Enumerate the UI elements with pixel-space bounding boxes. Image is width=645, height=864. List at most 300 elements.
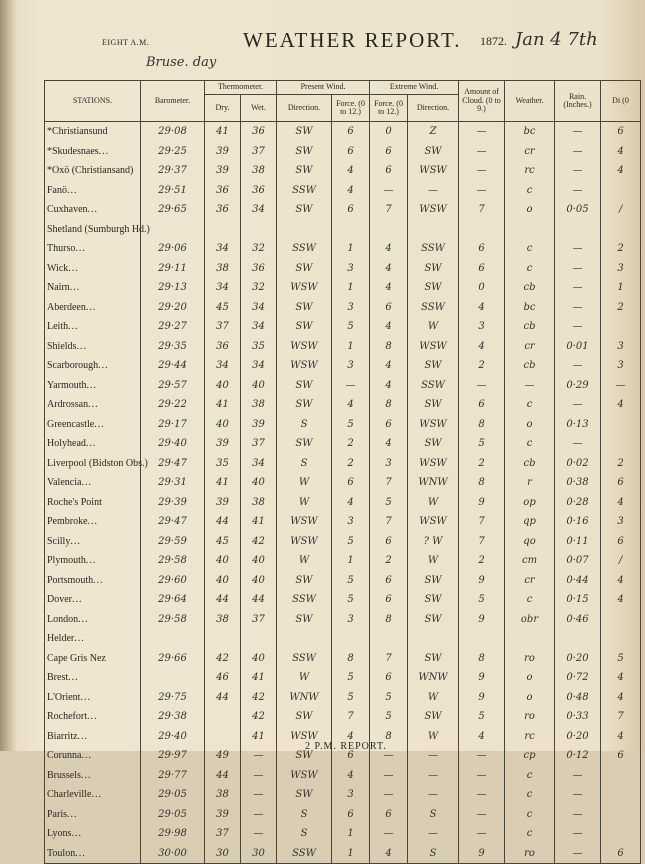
cloud-cell: — [459, 122, 505, 142]
baro-cell: 29·13 [141, 278, 205, 298]
leader-dots: ... [78, 613, 89, 625]
table-row [45, 239, 641, 259]
station-name: Corunna [47, 750, 82, 762]
table-row [45, 766, 641, 786]
xforce-cell: 6 [370, 161, 408, 181]
dir-cell: W [277, 551, 332, 571]
force-cell: 5 [332, 532, 370, 552]
cloud-cell: 9 [459, 493, 505, 513]
weather-cell: o [505, 200, 555, 220]
leader-dots: ... [68, 321, 79, 333]
weather-cell: qp [505, 512, 555, 532]
xdir-cell: — [408, 746, 459, 766]
table-row [45, 649, 641, 669]
wet-cell: 42 [241, 532, 277, 552]
wet-cell: 34 [241, 298, 277, 318]
xforce-cell: 6 [370, 142, 408, 162]
rain-cell: 0·72 [555, 668, 601, 688]
table-row [45, 298, 641, 318]
dir-cell: S [277, 415, 332, 435]
rain-cell: — [555, 824, 601, 844]
extra-cell: 1 [601, 278, 641, 298]
dir-cell: SW [277, 610, 332, 630]
rain-cell: — [555, 844, 601, 864]
baro-cell: 29·25 [141, 142, 205, 162]
wet-cell: 40 [241, 649, 277, 669]
force-cell: 1 [332, 551, 370, 571]
leader-dots: ... [87, 711, 98, 723]
dry-cell: 39 [205, 493, 241, 513]
cloud-cell: 4 [459, 298, 505, 318]
station-cell [45, 200, 141, 220]
cloud-cell: — [459, 181, 505, 201]
extra-cell: 2 [601, 239, 641, 259]
leader-dots: ... [75, 847, 86, 859]
baro-cell: 29·38 [141, 707, 205, 727]
station-name: Brest [47, 672, 69, 684]
leader-dots: ... [88, 399, 99, 411]
xdir-cell: WNW [408, 473, 459, 493]
dir-cell: W [277, 493, 332, 513]
cloud-cell: — [459, 142, 505, 162]
xforce-cell: 8 [370, 337, 408, 357]
rain-cell: — [555, 142, 601, 162]
force-cell: 2 [332, 434, 370, 454]
xdir-cell [408, 629, 459, 649]
weather-cell: r [505, 473, 555, 493]
force-cell: 1 [332, 239, 370, 259]
leader-dots: ... [98, 360, 109, 372]
station-cell [45, 727, 141, 747]
baro-cell: 29·57 [141, 376, 205, 396]
header-extreme-direction: Direction. [408, 95, 459, 122]
weather-cell: cr [505, 142, 555, 162]
extra-cell: 4 [601, 571, 641, 591]
wet-cell: 42 [241, 688, 277, 708]
table-row [45, 356, 641, 376]
xforce-cell: 4 [370, 317, 408, 337]
station-name: *Oxö (Christiansand) [47, 165, 134, 177]
cloud-cell: 9 [459, 571, 505, 591]
force-cell: 2 [332, 454, 370, 474]
dry-cell [205, 727, 241, 747]
header-direction: Direction. [277, 95, 332, 122]
table-row [45, 824, 641, 844]
extra-cell: / [601, 200, 641, 220]
wet-cell: 32 [241, 278, 277, 298]
extra-cell: 6 [601, 532, 641, 552]
station-cell [45, 649, 141, 669]
header-force: Force. (0 to 12.) [332, 95, 370, 122]
dir-cell: SW [277, 298, 332, 318]
xforce-cell: 4 [370, 278, 408, 298]
dry-cell: 40 [205, 415, 241, 435]
rain-cell: 0·20 [555, 727, 601, 747]
station-name: Brussels [47, 769, 81, 781]
table-body [45, 122, 641, 864]
force-cell [332, 220, 370, 240]
baro-cell: 29·08 [141, 122, 205, 142]
leader-dots: ... [81, 477, 92, 489]
baro-cell: 29·66 [141, 649, 205, 669]
extra-cell: 6 [601, 122, 641, 142]
force-cell: 8 [332, 649, 370, 669]
dry-cell: 39 [205, 142, 241, 162]
station-name: Pembroke [47, 516, 88, 528]
station-name: Rochefort [47, 711, 87, 723]
rain-cell: — [555, 122, 601, 142]
station-name: Shields [47, 340, 77, 352]
force-cell: 6 [332, 142, 370, 162]
rain-cell: 0·33 [555, 707, 601, 727]
xdir-cell: SSW [408, 239, 459, 259]
rain-cell: — [555, 298, 601, 318]
force-cell: 5 [332, 688, 370, 708]
force-cell: 5 [332, 415, 370, 435]
dry-cell: 35 [205, 454, 241, 474]
force-cell: 3 [332, 785, 370, 805]
dry-cell [205, 629, 241, 649]
wet-cell: 37 [241, 434, 277, 454]
table-row [45, 707, 641, 727]
wet-cell: 34 [241, 356, 277, 376]
weather-cell: cb [505, 356, 555, 376]
xdir-cell: S [408, 805, 459, 825]
station-name: Scilly [47, 535, 71, 547]
dir-cell: SW [277, 395, 332, 415]
extra-cell: 3 [601, 512, 641, 532]
leader-dots: ... [77, 730, 89, 742]
dry-cell: 39 [205, 805, 241, 825]
xforce-cell: 2 [370, 551, 408, 571]
force-cell: 1 [332, 844, 370, 864]
weather-cell: c [505, 590, 555, 610]
station-cell [45, 259, 141, 279]
xforce-cell: — [370, 181, 408, 201]
force-cell [332, 629, 370, 649]
weather-cell: cr [505, 571, 555, 591]
weather-cell: rc [505, 161, 555, 181]
leader-dots: ... [68, 262, 79, 274]
baro-cell: 29·11 [141, 259, 205, 279]
station-cell [45, 376, 141, 396]
xdir-cell: SW [408, 590, 459, 610]
station-cell [45, 707, 141, 727]
dir-cell: SW [277, 200, 332, 220]
extra-cell: 4 [601, 142, 641, 162]
wet-cell: 41 [241, 668, 277, 688]
weather-cell: o [505, 415, 555, 435]
wet-cell: 34 [241, 200, 277, 220]
extra-cell: 6 [601, 844, 641, 864]
station-cell [45, 590, 141, 610]
weather-cell [505, 629, 555, 649]
leader-dots: ... [80, 769, 92, 781]
leader-dots: ... [71, 828, 82, 840]
station-name: Scarborough [47, 360, 99, 372]
station-name: Greencastle [47, 418, 95, 430]
cloud-cell [459, 220, 505, 240]
cloud-cell: 7 [459, 200, 505, 220]
force-cell: 5 [332, 317, 370, 337]
table-row [45, 805, 641, 825]
extra-cell: 3 [601, 259, 641, 279]
station-cell [45, 512, 141, 532]
table-row [45, 142, 641, 162]
station-name: Shetland (Sumburgh Hd.) [47, 223, 150, 235]
dir-cell [277, 220, 332, 240]
baro-cell: 29·35 [141, 337, 205, 357]
cloud-cell: 7 [459, 532, 505, 552]
dir-cell: S [277, 824, 332, 844]
table-row [45, 551, 641, 571]
baro-cell: 29·20 [141, 298, 205, 318]
xforce-cell: 7 [370, 473, 408, 493]
cloud-cell: 6 [459, 259, 505, 279]
xforce-cell: 6 [370, 571, 408, 591]
rain-cell: 0·12 [555, 746, 601, 766]
dry-cell: 30 [205, 844, 241, 864]
xdir-cell: ? W [408, 532, 459, 552]
cloud-cell: — [459, 766, 505, 786]
dry-cell: 41 [205, 473, 241, 493]
baro-cell: 29·97 [141, 746, 205, 766]
cloud-cell: 4 [459, 727, 505, 747]
baro-cell: 29·27 [141, 317, 205, 337]
baro-cell: 29·65 [141, 200, 205, 220]
station-cell [45, 337, 141, 357]
dry-cell: 37 [205, 317, 241, 337]
wet-cell: 32 [241, 239, 277, 259]
xforce-cell: 7 [370, 649, 408, 669]
station-name: London [47, 613, 79, 625]
weather-cell: bc [505, 298, 555, 318]
station-name: Aberdeen [47, 301, 86, 313]
xdir-cell: WSW [408, 200, 459, 220]
extra-cell [601, 785, 641, 805]
leader-dots: ... [98, 145, 110, 157]
leader-dots: ... [70, 535, 81, 547]
wet-cell: 34 [241, 317, 277, 337]
dir-cell: SW [277, 142, 332, 162]
cloud-cell: 8 [459, 473, 505, 493]
table-row [45, 629, 641, 649]
station-name: *Skudesnaes [47, 145, 99, 157]
baro-cell: 29·51 [141, 181, 205, 201]
xdir-cell: W [408, 317, 459, 337]
rain-cell [555, 629, 601, 649]
extra-cell [601, 415, 641, 435]
wet-cell [241, 220, 277, 240]
xforce-cell: — [370, 766, 408, 786]
force-cell: 4 [332, 395, 370, 415]
station-name: Fanö [47, 184, 67, 196]
baro-cell: 29·05 [141, 785, 205, 805]
xforce-cell: 4 [370, 844, 408, 864]
station-name: Holyhead [47, 438, 86, 450]
rain-cell: — [555, 181, 601, 201]
dry-cell: 44 [205, 512, 241, 532]
weather-cell: op [505, 493, 555, 513]
leader-dots: ... [68, 672, 79, 684]
dry-cell: 37 [205, 824, 241, 844]
baro-cell: 29·58 [141, 551, 205, 571]
extra-cell: 4 [601, 688, 641, 708]
station-cell [45, 551, 141, 571]
cloud-cell [459, 629, 505, 649]
station-cell [45, 844, 141, 864]
dry-cell: 36 [205, 200, 241, 220]
table-row [45, 200, 641, 220]
dry-cell: 34 [205, 356, 241, 376]
wet-cell: 42 [241, 707, 277, 727]
station-cell [45, 746, 141, 766]
station-name: Lyons [47, 828, 72, 840]
rain-cell: — [555, 395, 601, 415]
extra-cell [601, 434, 641, 454]
rain-cell: 0·13 [555, 415, 601, 435]
station-name: Dover [47, 594, 72, 606]
leader-dots: ... [94, 418, 105, 430]
xforce-cell: 8 [370, 610, 408, 630]
wet-cell: 38 [241, 493, 277, 513]
xforce-cell: 7 [370, 200, 408, 220]
baro-cell: 29·31 [141, 473, 205, 493]
handwritten-weather-note: Bruse. day [146, 55, 217, 70]
cloud-cell: 9 [459, 844, 505, 864]
extra-cell [601, 629, 641, 649]
force-cell: 3 [332, 259, 370, 279]
table-row [45, 512, 641, 532]
cloud-cell: 9 [459, 688, 505, 708]
rain-cell: 0·05 [555, 200, 601, 220]
xdir-cell: WSW [408, 454, 459, 474]
station-name: Toulon [47, 847, 76, 859]
weather-cell: o [505, 688, 555, 708]
rain-cell: — [555, 785, 601, 805]
force-cell: 3 [332, 512, 370, 532]
dry-cell: 36 [205, 337, 241, 357]
station-cell [45, 181, 141, 201]
extra-cell [601, 824, 641, 844]
dir-cell: SSW [277, 844, 332, 864]
xforce-cell: — [370, 746, 408, 766]
rain-cell: 0·20 [555, 649, 601, 669]
wet-cell: 40 [241, 376, 277, 396]
station-cell [45, 493, 141, 513]
leader-dots: ... [91, 789, 102, 801]
station-cell [45, 278, 141, 298]
dry-cell: 40 [205, 551, 241, 571]
wet-cell: — [241, 824, 277, 844]
rain-cell: — [555, 278, 601, 298]
extra-cell: — [601, 376, 641, 396]
next-section-heading: 2 P.M. REPORT. [305, 741, 387, 752]
weather-cell: ro [505, 649, 555, 669]
extra-cell [601, 181, 641, 201]
baro-cell: 29·47 [141, 512, 205, 532]
dir-cell: S [277, 454, 332, 474]
header-rain: Rain. (Inches.) [555, 81, 601, 122]
weather-cell: c [505, 395, 555, 415]
wet-cell: — [241, 805, 277, 825]
cloud-cell: 4 [459, 337, 505, 357]
baro-cell: 29·98 [141, 824, 205, 844]
cloud-cell: 2 [459, 356, 505, 376]
baro-cell: 29·58 [141, 610, 205, 630]
cloud-cell: 5 [459, 434, 505, 454]
wet-cell: 44 [241, 590, 277, 610]
leader-dots: ... [67, 808, 78, 820]
extra-cell [601, 220, 641, 240]
xforce-cell: 4 [370, 259, 408, 279]
rain-cell [555, 220, 601, 240]
leader-dots: ... [93, 574, 104, 586]
station-cell [45, 317, 141, 337]
dir-cell: WSW [277, 356, 332, 376]
force-cell: 3 [332, 610, 370, 630]
station-cell [45, 805, 141, 825]
xforce-cell: 5 [370, 493, 408, 513]
dry-cell [205, 220, 241, 240]
wet-cell: 40 [241, 551, 277, 571]
force-cell: 5 [332, 571, 370, 591]
wet-cell: 41 [241, 727, 277, 747]
dir-cell: WSW [277, 337, 332, 357]
wet-cell: 41 [241, 512, 277, 532]
station-name: Paris [47, 808, 67, 820]
extra-cell [601, 805, 641, 825]
xforce-cell: 6 [370, 805, 408, 825]
wet-cell: 34 [241, 454, 277, 474]
baro-cell [141, 629, 205, 649]
xforce-cell: 8 [370, 727, 408, 747]
header-thermometer: Thermometer. [205, 81, 277, 95]
leader-dots: ... [67, 184, 78, 196]
baro-cell [141, 220, 205, 240]
dry-cell: 34 [205, 278, 241, 298]
weather-cell: ro [505, 844, 555, 864]
dir-cell: SW [277, 571, 332, 591]
baro-cell: 29·44 [141, 356, 205, 376]
xdir-cell: Z [408, 122, 459, 142]
table-row [45, 571, 641, 591]
force-cell: 6 [332, 805, 370, 825]
station-cell [45, 239, 141, 259]
dir-cell: W [277, 668, 332, 688]
header-extreme-wind: Extreme Wind. [370, 81, 459, 95]
weather-cell: cb [505, 454, 555, 474]
time-label: EIGHT A.M. [102, 38, 150, 47]
xdir-cell: — [408, 785, 459, 805]
leader-dots: ... [69, 282, 81, 294]
table-row [45, 278, 641, 298]
station-name: Ardrossan [47, 399, 89, 411]
header-wet: Wet. [241, 95, 277, 122]
station-cell [45, 668, 141, 688]
station-name: Nairn [47, 282, 70, 294]
cloud-cell: 2 [459, 551, 505, 571]
extra-cell: 4 [601, 668, 641, 688]
wet-cell: 39 [241, 415, 277, 435]
leader-dots: ... [74, 633, 85, 645]
station-cell [45, 610, 141, 630]
wet-cell: 36 [241, 259, 277, 279]
extra-cell: / [601, 551, 641, 571]
station-name: Charleville [47, 789, 92, 801]
station-name: Cape Gris Nez [47, 652, 106, 664]
xforce-cell: 6 [370, 668, 408, 688]
